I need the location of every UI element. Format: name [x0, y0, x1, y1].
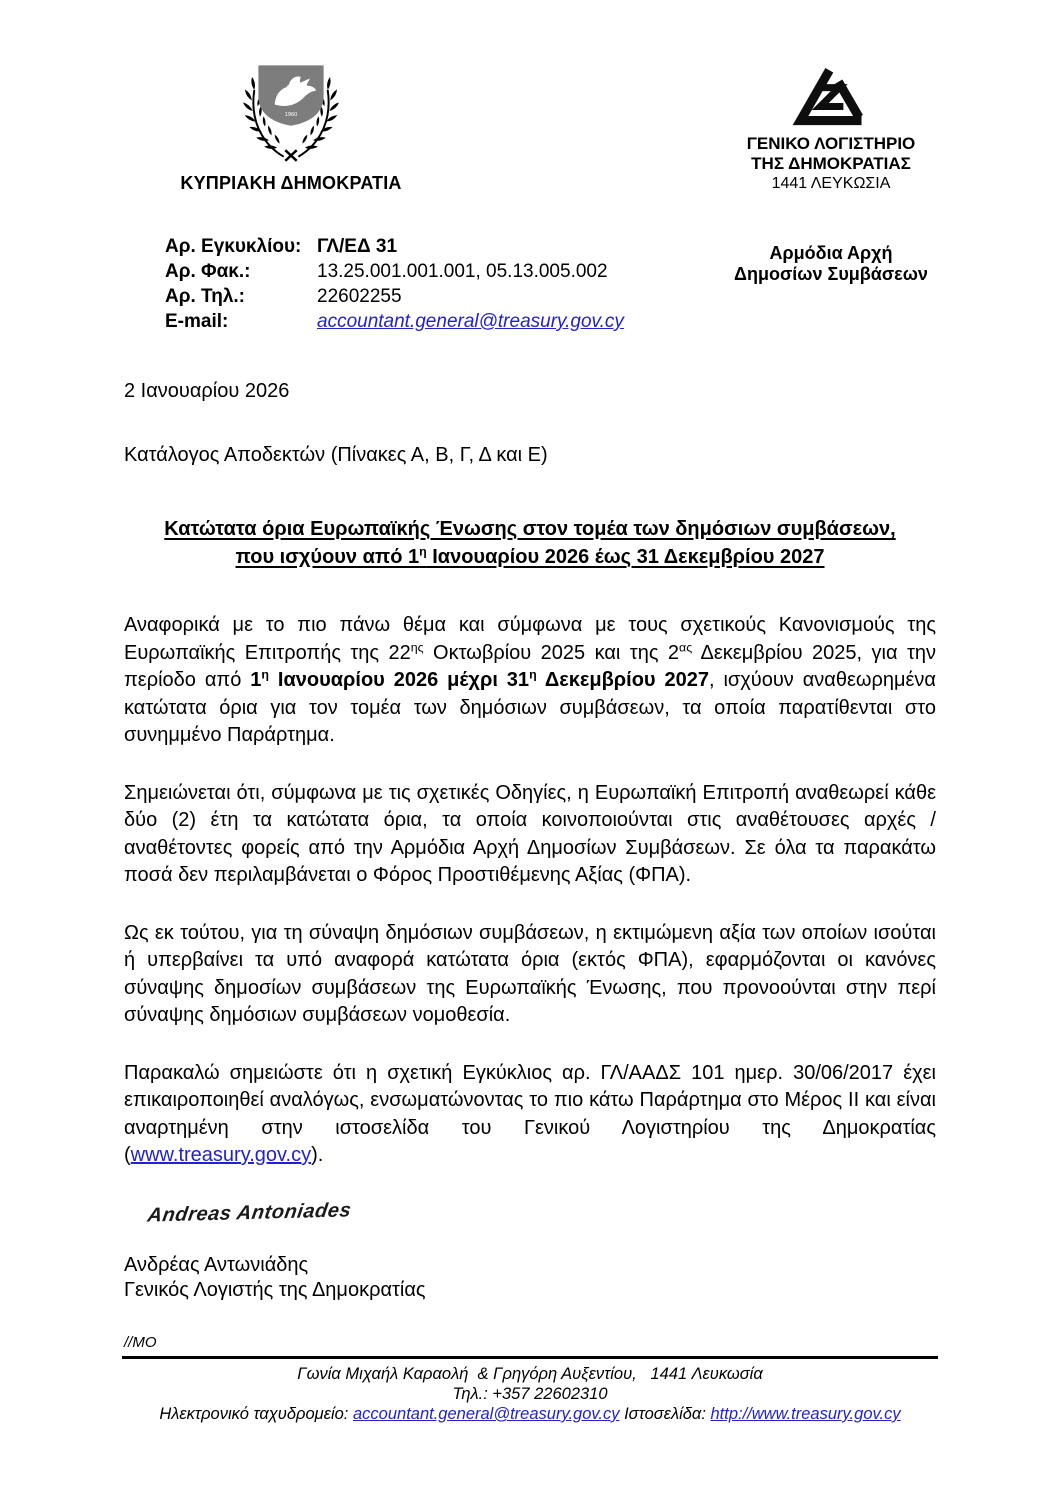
- ref-row-file: [165, 261, 624, 286]
- text-run: Ιανουαρίου 2026 μέχρι 31: [268, 669, 530, 691]
- footer-email-link[interactable]: accountant.general@treasury.gov.cy: [352, 1405, 620, 1423]
- ref-row-email: [165, 311, 624, 336]
- treasury-name-line2: ΤΗΣ ΔΗΜΟΚΡΑΤΙΑΣ: [751, 154, 911, 173]
- text-run: ης: [410, 639, 424, 654]
- text-run: που ισχύουν από 1: [235, 546, 420, 568]
- text-run: Παρακαλώ σημειώστε ότι η σχετική Εγκύκλιος αρ. ΓΛ/ΑΑΔΣ 101 ημερ. 30/06/2017 έχει επικαιροποιηθεί αναλόγως, ενσωματώνοντας το πιο κάτω Παράρτημα στο Μέρος ΙΙ και είναι αναρτημένη στην ιστοσελίδα του Γενικού Λογιστηρίου της Δημοκρατίας (: [124, 1061, 936, 1166]
- footer: [122, 1356, 938, 1424]
- ref-label-phone: Αρ. Τηλ.:: [165, 286, 246, 307]
- signatory-name: Ανδρέας Αντωνιάδης: [124, 1254, 309, 1276]
- header-email-link[interactable]: accountant.general@treasury.gov.cy: [317, 311, 624, 332]
- emblem-year: 1960: [284, 111, 298, 118]
- ref-row-circular: [165, 236, 624, 261]
- cyprus-coat-of-arms-icon: [238, 62, 344, 165]
- footer-contacts: [122, 1404, 938, 1424]
- treasury-logo-icon: [793, 62, 869, 128]
- footer-address: Γωνία Μιχαήλ Καραολή & Γρηγόρη Αυξεντίου, 1441 Λευκωσία: [297, 1365, 763, 1383]
- ref-label-email: E-mail:: [165, 311, 229, 332]
- text-run: η: [261, 667, 269, 682]
- treasury-website-link[interactable]: www.treasury.gov.cy: [130, 1144, 312, 1166]
- signature-handwriting: Andreas Antoniades: [146, 1198, 353, 1227]
- text-run: Ιστοσελίδα:: [619, 1405, 711, 1423]
- treasury-name-line1: ΓΕΝΙΚΟ ΛΟΓΙΣΤΗΡΙΟ: [746, 134, 916, 153]
- text-run: , ισχύουν αναθεωρημένα κατώτατα όρια για τον τομέα των δημόσιων συμβάσεων, τα οποία παρατίθενται στο συνημμένο Παράρτημα.: [124, 669, 936, 746]
- republic-name: ΚΥΠΡΙΑΚΗ ΔΗΜΟΚΡΑΤΙΑ: [180, 173, 402, 193]
- authority-line2: Δημοσίων Συμβάσεων: [734, 264, 928, 284]
- ref-label-circular: Αρ. Εγκυκλίου:: [165, 236, 302, 257]
- paragraph-4: [124, 1060, 936, 1170]
- subject-title: [124, 515, 936, 571]
- authority-line1: Αρμόδια Αρχή: [769, 243, 893, 263]
- ref-label-file: Αρ. Φακ.:: [165, 261, 251, 282]
- republic-emblem-block: [146, 62, 436, 194]
- text-run: Ηλεκτρονικό ταχυδρομείο:: [159, 1405, 353, 1423]
- ref-value-circular: ΓΛ/ΕΔ 31: [317, 236, 398, 257]
- subject-line2: [124, 543, 936, 571]
- paragraph-1: [124, 612, 936, 750]
- text-run: Δεκεμβρίου 2025, για την περίοδο από: [124, 641, 936, 691]
- ref-value-phone: 22602255: [317, 286, 402, 307]
- text-run: Αναφορικά με το πιο πάνω θέμα και σύμφωνα με τους σχετικούς Κανονισμούς της Ευρωπαϊκής Επιτροπής της 22: [124, 614, 936, 664]
- letter-body: [124, 378, 936, 1357]
- text-run: ).: [311, 1144, 324, 1166]
- text-run: η: [419, 544, 427, 559]
- text-run: Ιανουαρίου 2026 έως 31 Δεκεμβρίου 2027: [426, 546, 825, 568]
- letter-date: 2 Ιανουαρίου 2026: [124, 380, 290, 402]
- signatory-title: Γενικός Λογιστής της Δημοκρατίας: [124, 1279, 426, 1301]
- treasury-postcode: 1441 ΛΕΥΚΩΣΙΑ: [771, 175, 891, 192]
- footer-phone: Τηλ.: +357 22602310: [452, 1385, 608, 1403]
- text-run: 1: [250, 669, 262, 691]
- recipients-line: Κατάλογος Αποδεκτών (Πίνακες Α, Β, Γ, Δ και Ε): [124, 443, 548, 466]
- typist-initials: //ΜΟ: [124, 1334, 157, 1351]
- authority-block: [718, 243, 944, 285]
- paragraph-3: Ως εκ τούτου, για τη σύναψη δημόσιων συμβάσεων, η εκτιμώμενη αξία των οποίων ισούται ή υπερβαίνει τα υπό αναφορά κατώτατα όρια (εκτός ΦΠΑ), εφαρμόζονται οι κανόνες σύναψης δημοσίων συμβάσεων της Ευρωπαϊκής Ένωσης, που προνοούνται στην περί σύναψης δημόσιων συμβάσεων νομοθεσία.: [124, 921, 936, 1026]
- treasury-header-block: [718, 62, 944, 194]
- ref-row-phone: [165, 286, 624, 311]
- reference-block: [165, 236, 624, 336]
- text-run: Οκτωβρίου 2025 και της 2: [423, 641, 680, 664]
- text-run: Δεκεμβρίου 2027: [536, 669, 709, 691]
- text-run: ας: [679, 639, 693, 654]
- text-run: η: [529, 667, 537, 682]
- subject-line1: Κατώτατα όρια Ευρωπαϊκής Ένωσης στον τομέα των δημόσιων συμβάσεων,: [164, 518, 896, 540]
- footer-website-link[interactable]: http://www.treasury.gov.cy: [710, 1405, 901, 1423]
- paragraph-2: Σημειώνεται ότι, σύμφωνα με τις σχετικές Οδηγίες, η Ευρωπαϊκή Επιτροπή αναθεωρεί κάθε δύο (2) έτη τα κατώτατα όρια, τα οποία κοινοποιούνται στις αναθέτουσες αρχές / αναθέτοντες φορείς από την Αρμόδια Αρχή Δημοσίων Συμβάσεων. Σε όλα τα παρακάτω ποσά δεν περιλαμβάνεται ο Φόρος Προστιθέμενης Αξίας (ΦΠΑ).: [124, 781, 936, 886]
- ref-value-file: 13.25.001.001.001, 05.13.005.002: [317, 261, 608, 282]
